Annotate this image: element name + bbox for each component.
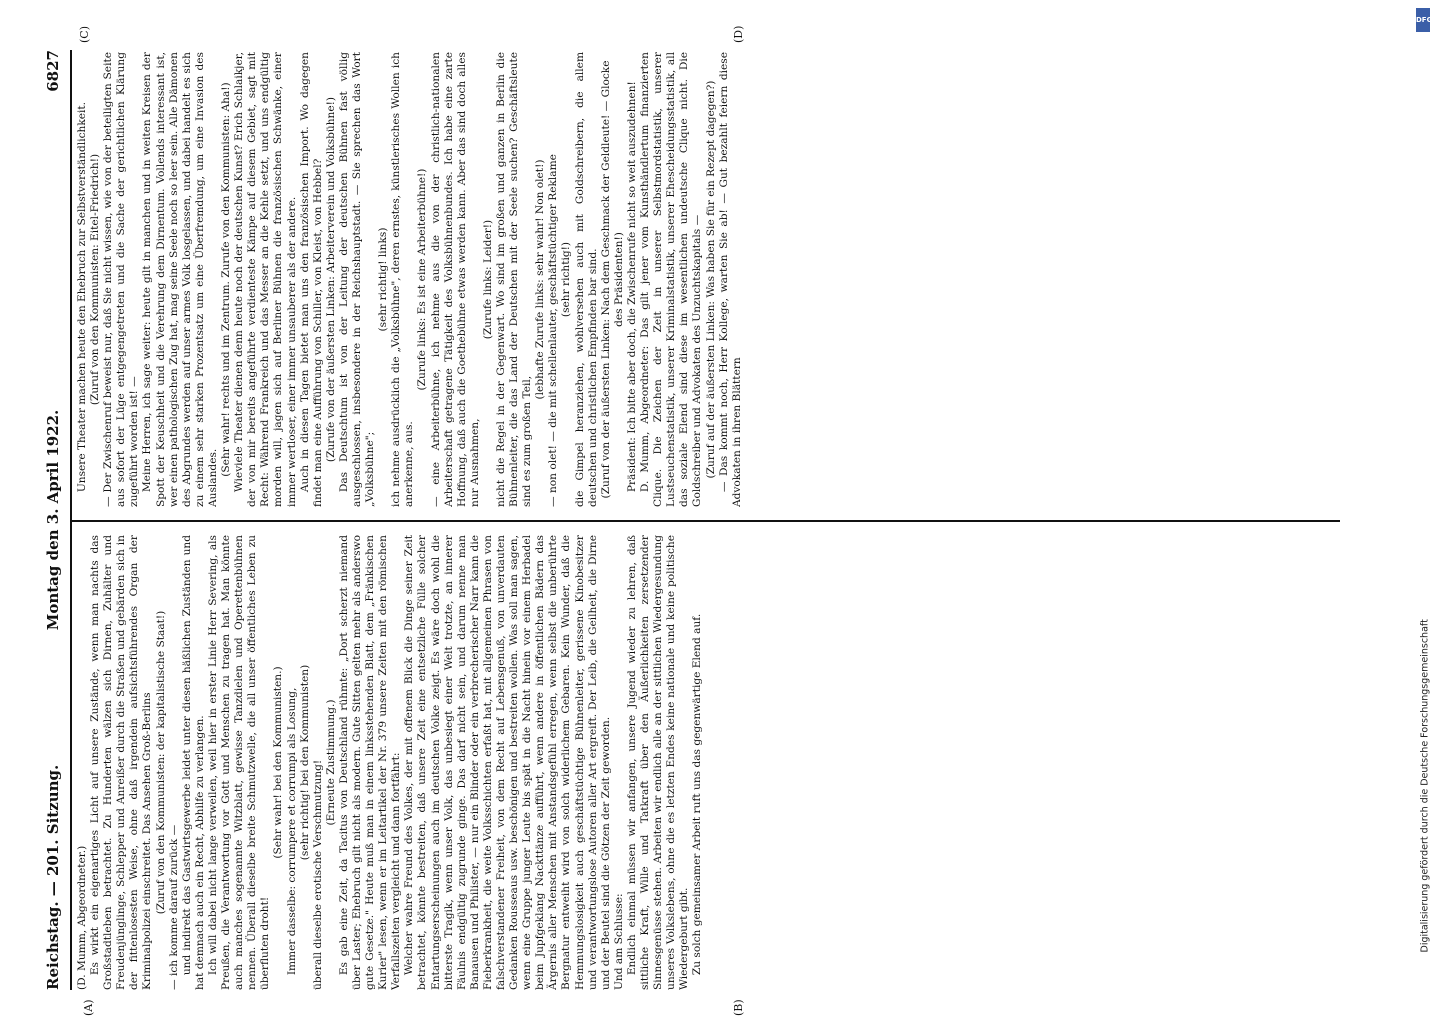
interjection: (Erneute Zustimmung.): [324, 699, 337, 826]
paragraph: ich nehme ausdrücklich die „Volksbühne", deren ernstes, künstlerisches Wollen ich anerkenne, aus.: [390, 52, 416, 507]
interjection: (lebhafte Zurufe links: sehr wahr! Non olet!): [534, 159, 547, 400]
quotation: Welcher wahre Freund des Volkes, der mit offenem Blick die Dinge seiner Zeit betrachtet, könnte bestreiten, daß unsere Zeit eine entsetzliche Fülle solcher Entartungserscheinungen auch im deutschen Volke zeigt. Es wäre doch wohl die bitterste Tragik, wenn unser Volk, das unbesiegt einer Welt trotzte, an innerer Fäulnis endgültig zugrunde ginge. Das darf nicht sein, und darum nenne man Banausen und Philister, — nur ein Blinder oder ein verbrecherischer Narr kann die Fieberkrankheit, die weite Volksschichten erfaßt hat, mit allgemeinen Phrasen von falschverstandener Freiheit, von dem Recht auf Lebensgenuß, von unverdauten Gedanken Rousseaus usw. beschönigen und bestreiten wollen. Was soll man sagen, wenn eine Gruppe junger Leute bis spät in die Nacht hinein vor einem Herbadel beim Jupfgeklang Nackttänze aufführt, wenn andere in öffentlichen Bädern das Ärgernis aller Menschen mit Anstandsgefühl erregen, wenn selbst die unberührte Bergnatur entweiht wird von solch widerlichem Gebaren. Kein Wunder, daß die Hemmungslosigkeit auch geschäftstüchtige Bühnenleiter, gerissene Kinobesitzer und verantwortungslose Autoren aller Art ergreift. Der Leib, die Geilheit, die Dirne und der Beutel sind die Götzen der Zeit geworden.: [403, 535, 612, 990]
interjection: (Zurufe links: Es ist eine Arbeiterbühne!): [416, 168, 429, 391]
page-header: [42, 50, 68, 990]
margin-mark-b: (B): [732, 999, 745, 1016]
dfg-logo: DFG: [1416, 8, 1430, 32]
paragraph: überall dieselbe erotische Verschmutzung!: [311, 759, 324, 990]
rotated-page: [42, 25, 1342, 1016]
paragraph: D. Mumm, Abgeordneter: Das gilt jener vom Kunsthändlertum finanzierten Clique. Die Zeichen der Zeit in unserer Selbstmordstatistik, unserer Lustseuchenstatistik, unserer Kriminalstatistik, unserer Ehescheidungsstatistik, all das soziale Elend sind diese im wesentlichen undeutsche Clique nicht. Die Goldschreiber und Advokaten des Unzuchtskapitals —: [639, 52, 704, 507]
right-column: [76, 52, 1338, 507]
paragraph: nicht die Regel in der Gegenwart. Wo sind im großen und ganzen in Berlin die Bühnenleiter, die das Land der Deutschen mit der Seele suchen? Geschäftsleute sind es zum großen Teil,: [495, 52, 534, 507]
speaker-line: (D. Mumm, Abgeordneter.): [76, 845, 88, 990]
column-divider: [72, 521, 1340, 523]
header-date: Montag den 3. April 1922.: [44, 409, 62, 631]
paragraph: Immer dasselbe: corrumpere et corrumpi als Losung,: [285, 687, 298, 976]
paragraph: — ich komme darauf zurück —: [167, 824, 180, 990]
margin-mark-a: (A): [82, 999, 95, 1016]
interjection: (Sehr wahr! bei den Kommunisten.): [272, 666, 285, 859]
interjection: (Zuruf von den Kommunisten: Eitel-Friedrich!): [89, 153, 102, 406]
paragraph: Es gab eine Zeit, da Tacitus von Deutschland rühmte: „Dort scherzt niemand über Laster; Ehebruch gilt nicht als modern. Gute Sitten gelten mehr als anderswo gute Gesetze." Heute muß man in einem linksstehenden Blatt, dem „Fränkischen Kurier" lesen, wenn er im Leitartikel der Nr. 379 unsere Zeiten mit den römischen Verfallszeiten vergleicht und dann fortfährt:: [337, 535, 403, 990]
paragraph: Ich will dabei nicht lange verweilen, weil hier in erster Linie Herr Severing, als Preußen, die Verantwortung vor Gott und Menschen zu tragen hat. Man könnte auch manches sogenannte Witzblatt, gewisse Tanzdielen und Operettenbühnen nennen. Überall dieselbe breite Schmutzwelle, die all unser öffentliches Leben zu überfluten droht!: [206, 535, 272, 990]
page-number: 6827: [44, 50, 62, 92]
margin-mark-c: (C): [78, 26, 91, 43]
paragraph: — eine Arbeiterbühne, ich nehme aus die von der christlich-nationalen Arbeiterschaft getragene Tätigkeit des Volksbühnenbundes. Ich habe eine zarte Hoffnung, daß auch die Goethebühne etwas werden kann. Aber das sind doch alles nur Ausnahmen,: [429, 52, 481, 507]
interjection: (Zuruf auf der äußersten Linken: Was haben Sie für ein Rezept dagegen?): [704, 80, 717, 479]
quotation: Endlich einmal müssen wir anfangen, unsere Jugend wieder zu lehren, daß sittliche Kraft, Wille und Tatkraft über den Äußerlichkeiten zersetzender Sinnesgenüsse stehen. Arbeiten wir endlich alle an der sittlichen Wiedergesundung unseres Volkslebens, ohne die es letzten Endes keine nationale und keine politische Wiedergeburt gibt.: [625, 535, 691, 990]
interjection: (Zurufe von der äußersten Linken: Arbeiterverein und Volksbühne!): [324, 96, 337, 463]
president-remark: Präsident: Ich bitte aber doch, die Zwischenrufe nicht so weit auszudehnen!: [625, 81, 638, 493]
paragraph: Zu solch gemeinsamer Arbeit ruft uns das gegenwärtige Elend auf.: [691, 613, 704, 976]
left-column: [76, 535, 1338, 990]
paragraph: Das Deutschtum ist von der Leitung der deutschen Bühnen fast völlig ausgeschlossen, insbesondere in der Reichshauptstadt. — Sie sprechen das Wort „Volksbühne";: [337, 52, 377, 507]
interjection: (Zuruf von der äußersten Linken: Nach dem Geschmack der Geldleute! — Glocke des Präsidenten!): [599, 60, 625, 499]
paragraph: Wieviele Theater dienen denn heute noch der deutschen Kunst? Erich Schlaikjer, der von mir bereits angeführte verdienteste Kämpe auf diesem Gebiet, sagt mit Recht: Während Frankreich und das Messer an die Kehle setzt, und uns endgültig morden will, jagen sich auf Berliner Bühnen die französischen Schwänke, einer immer wertloser, einer immer unsauberer als der andere.: [233, 52, 298, 507]
paragraph: Und am Schlusse:: [612, 893, 625, 990]
interjection: (Sehr wahr! rechts und im Zentrum. Zurufe von den Kommunisten: Aha!): [220, 82, 233, 477]
digitization-note: [1410, 12, 1434, 988]
paragraph: und indirekt das Gastwirtsgewerbe leidet unter diesen häßlichen Zuständen und hat demnach auch ein Recht, Abhilfe zu verlangen.: [180, 535, 206, 990]
interjection: (Zuruf von den Kommunisten: der kapitalistische Staat!): [154, 610, 167, 915]
interjection: (sehr richtig!): [560, 241, 573, 318]
paragraph: Es wirkt ein eigenartiges Licht auf unsere Zustände, wenn man nachts das Großstadtleben betrachtet. Zu Hunderten wälzen sich Dirnen, Zuhälter und Freudenjünglinge, Schlepper und Anreißer durch die Straßen und gebärden sich in der fittenlosesten Weise, ohne daß irgendein aufsichtsführendes Organ der Kriminalpolizei einschreitet. Das Ansehen Groß-Berlins: [89, 535, 154, 990]
paragraph: — Das kommt noch, Herr Kollege, warten Sie ab! — Gut bezahlt feiern diese Advokaten in ihren Blättern: [717, 52, 743, 507]
interjection: (Zurufe links: Leider!): [481, 219, 494, 340]
paragraph: Unsere Theater machen heute den Ehebruch zur Selbstverständlichkeit.: [76, 101, 88, 493]
margin-mark-d: (D): [732, 25, 745, 43]
digitization-note-text: Digitalisierung gefördert durch die Deutsche Forschungsgemeinschaft: [1419, 619, 1431, 953]
interjection: (sehr richtig! links): [377, 227, 390, 332]
interjection: (sehr richtig! bei den Kommunisten): [298, 664, 311, 861]
paragraph: — non olet! — die mit schellenlauter, geschäftstüchtiger Reklame: [547, 154, 560, 507]
header-session: Reichstag. — 201. Sitzung.: [44, 764, 62, 990]
paragraph: — Der Zwischenruf beweist nur, daß Sie nicht wissen, wie von der beteiligten Seite aus sofort der Lüge entgegengetreten und die Sache der gerichtlichen Klärung zugeführt worden ist! —: [102, 52, 141, 507]
paragraph: Meine Herren, ich sage weiter: heute gilt in manchen und in weiten Kreisen der Spott der Keuschheit und die Verehrung dem Dirnentum. Vollends interessant ist, wer einen pathologischen Zug hat, mag seine Seele noch so leer sein. Alle Dämonen des Abgrundes werden auf unser armes Volk losgelassen, und dabei handelt es sich zu einem sehr starken Prozentsatz um eine Überfremdung, um eine Invasion des Auslandes.: [141, 52, 219, 507]
paragraph: die Gimpel heranziehen, wohlversehen auch mit Goldschreibern, die allem deutschen und christlichen Empfinden bar sind.: [573, 52, 599, 507]
paragraph: Auch in diesen Tagen bietet man uns den französischen Import. Wo dagegen findet man eine Aufführung von Schiller, von Kleist, von Hebbel?: [298, 52, 324, 507]
